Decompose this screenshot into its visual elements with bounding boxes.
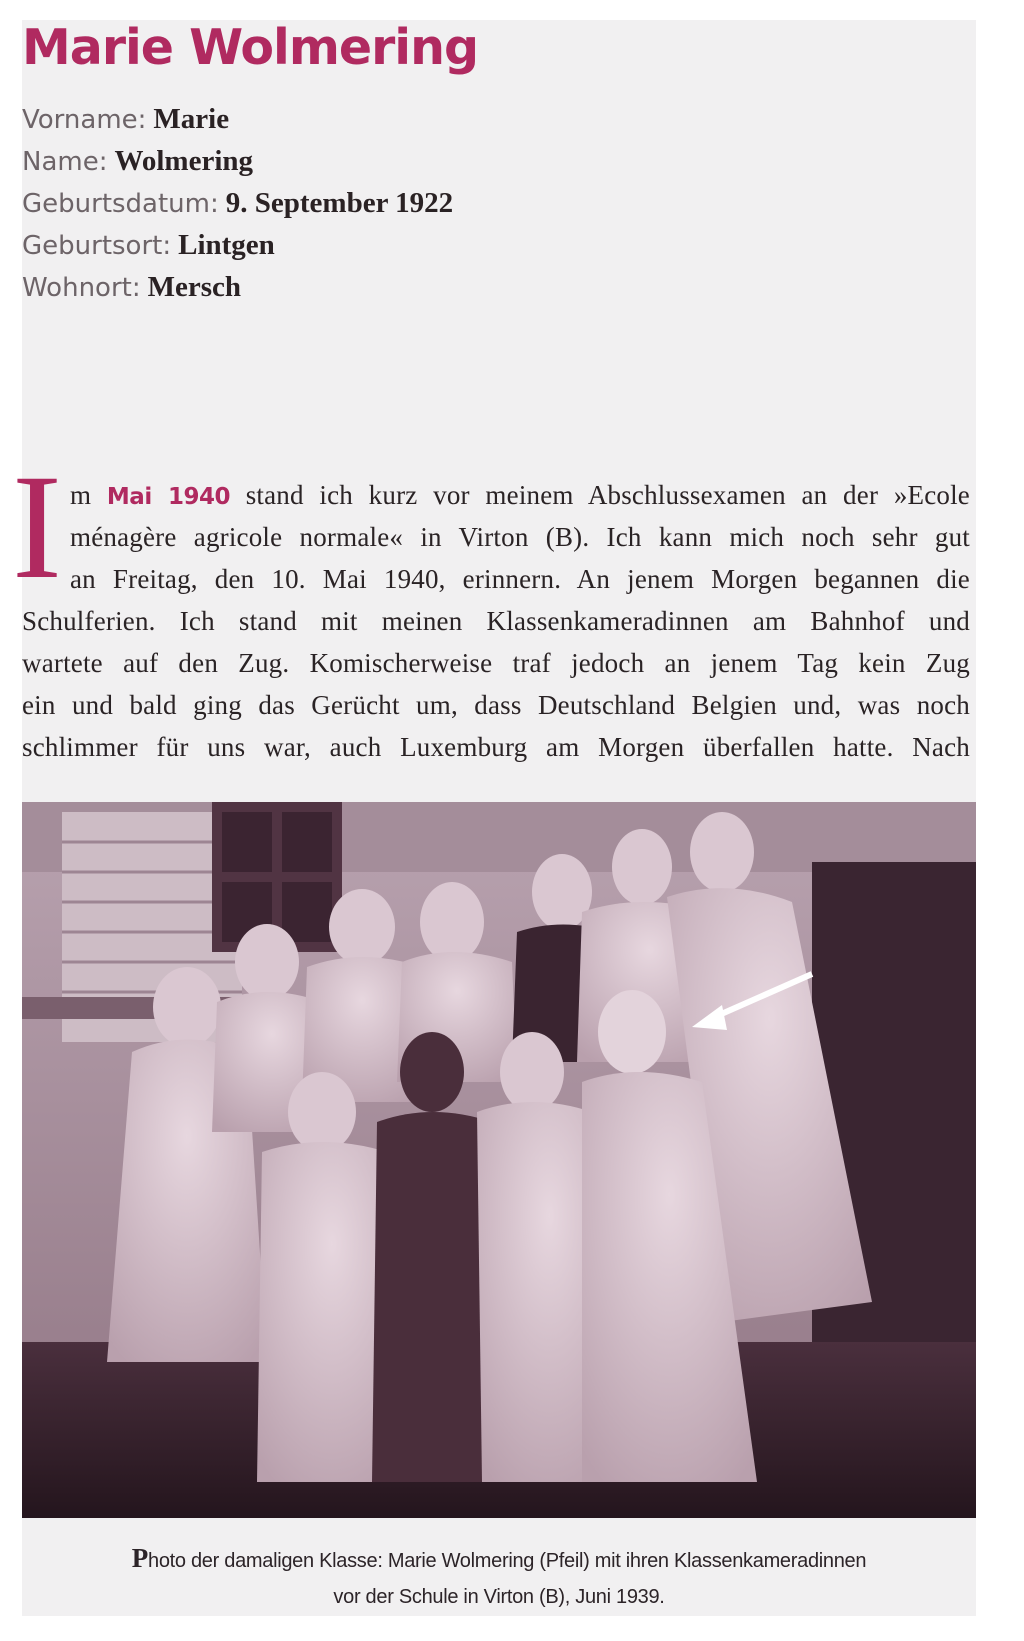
caption-initial: P	[131, 1543, 148, 1573]
text-line: an Freitag, den 10. Mai 1940, erinnern. An jenem Morgen begannen die	[70, 564, 970, 594]
fact-value: Lintgen	[178, 229, 275, 261]
fact-birth-date	[22, 182, 453, 224]
page-title: Marie Wolmering	[22, 19, 479, 76]
caption-text: hoto der damaligen Klasse: Marie Wolmering (Pfeil) mit ihren Klassenkameradinnen	[148, 1550, 867, 1572]
fact-label: Vorname:	[22, 105, 147, 135]
photo-caption	[22, 1540, 976, 1615]
drop-cap: I	[12, 444, 62, 610]
text-line: ménagère agricole normale« in Virton (B). Ich kann mich noch sehr gut	[70, 522, 970, 552]
fact-label: Geburtsdatum:	[22, 189, 219, 219]
text-line: schlimmer für uns war, auch Luxemburg am Morgen überfallen hatte. Nach	[22, 732, 970, 762]
class-photo-illustration	[22, 802, 976, 1518]
fact-last-name	[22, 140, 453, 182]
body-paragraph	[22, 474, 970, 768]
fact-label: Name:	[22, 147, 108, 177]
text-span: stand ich kurz vor meinem Abschlussexamen an der »Ecole	[245, 480, 970, 510]
fact-birth-place	[22, 224, 453, 266]
text-line: ein und bald ging das Gerücht um, dass Deutschland Belgien und, was noch	[22, 690, 970, 720]
text-line: Schulferien. Ich stand mit meinen Klassenkameradinnen am Bahnhof und	[22, 606, 970, 636]
fact-residence	[22, 266, 453, 308]
fact-value: Mersch	[147, 271, 242, 303]
fact-first-name	[22, 98, 453, 140]
highlighted-date: Mai 1940	[106, 484, 230, 510]
fact-label: Geburtsort:	[22, 231, 172, 261]
text-span: m	[70, 480, 92, 510]
fact-label: Wohnort:	[22, 273, 141, 303]
fact-value: Wolmering	[114, 145, 254, 177]
fact-value: 9. September 1922	[225, 187, 454, 219]
class-photo	[22, 802, 976, 1518]
fact-value: Marie	[153, 103, 230, 135]
text-line	[22, 474, 970, 516]
biographical-facts	[22, 98, 453, 308]
text-line: wartete auf den Zug. Komischerweise traf jedoch an jenem Tag kein Zug	[22, 648, 970, 678]
caption-line	[22, 1540, 976, 1579]
caption-line: vor der Schule in Virton (B), Juni 1939.	[333, 1586, 665, 1608]
